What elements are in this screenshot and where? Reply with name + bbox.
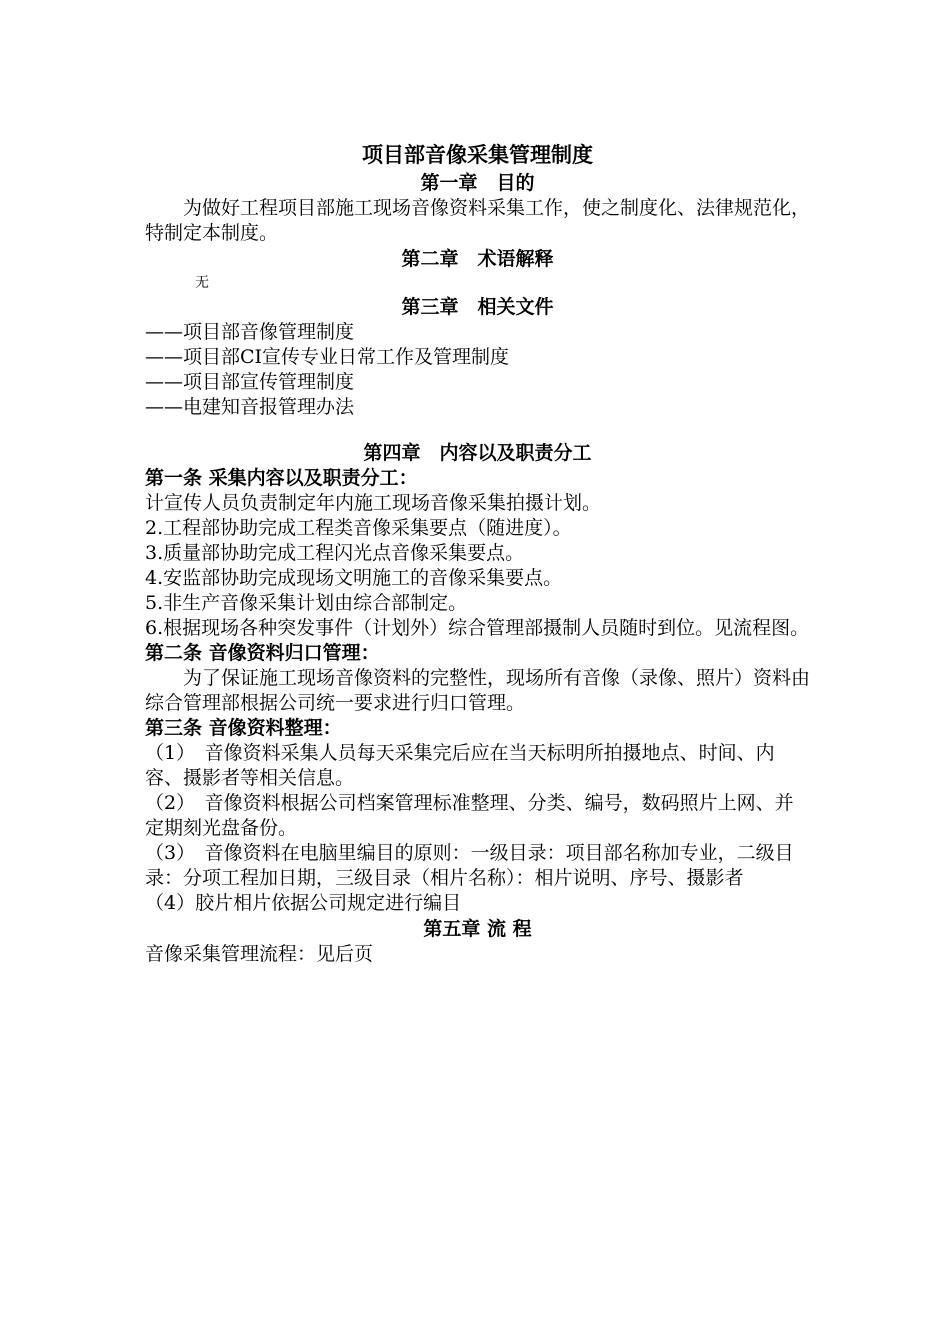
article-2-text: 为了保证施工现场音像资料的完整性，现场所有音像（录像、照片）资料由综合管理部根据公司统一要求进行归口管理。 <box>145 667 811 714</box>
article-1-item: 3.质量部协助完成工程闪光点音像采集要点。 <box>145 542 525 564</box>
related-doc-item: ——项目部音像管理制度 <box>145 321 355 343</box>
article-1-item: 4.安监部协助完成现场文明施工的音像采集要点。 <box>145 567 563 589</box>
article-1-item: 5.非生产音像采集计划由综合部制定。 <box>145 592 468 614</box>
chapter-3-heading: 第三章 相关文件 <box>401 296 554 318</box>
article-2-heading: 第二条 音像资料归口管理： <box>145 642 380 664</box>
article-1-item: 6.根据现场各种突发事件（计划外）综合管理部摄制人员随时到位。见流程图。 <box>145 617 810 639</box>
spacer <box>145 420 810 440</box>
related-doc-item: ——电建知音报管理办法 <box>145 396 355 418</box>
article-3-item: （4）胶片相片依据公司规定进行编目 <box>145 892 462 914</box>
article-3-item: （3） 音像资料在电脑里编目的原则：一级目录：项目部名称加专业，二级目录：分项工程加日期，三级目录（相片名称）：相片说明、序号、摄影者 <box>145 842 794 889</box>
article-1-item: 2.工程部协助完成工程类音像采集要点（随进度）。 <box>145 517 572 539</box>
chapter-5-text: 音像采集管理流程：见后页 <box>145 943 374 965</box>
article-3-item: （2） 音像资料根据公司档案管理标准整理、分类、编号，数码照片上网、并定期刻光盘备份。 <box>145 792 794 839</box>
document-title: 项目部音像采集管理制度 <box>362 143 593 167</box>
related-doc-item: ——项目部CI宣传专业日常工作及管理制度 <box>145 346 510 368</box>
related-doc-item: ——项目部宣传管理制度 <box>145 371 355 393</box>
chapter-5-heading: 第五章 流 程 <box>423 918 532 940</box>
document-page <box>145 140 810 967</box>
article-3-heading: 第三条 音像资料整理： <box>145 717 342 739</box>
chapter-2-text: 无 <box>195 275 209 291</box>
chapter-1-text: 为做好工程项目部施工现场音像资料采集工作，使之制度化、法律规范化，特制定本制度。 <box>145 197 811 244</box>
chapter-2-heading: 第二章 术语解释 <box>401 248 554 270</box>
article-3-item: （1） 音像资料采集人员每天采集完后应在当天标明所拍摄地点、时间、内容、摄影者等相关信息。 <box>145 742 775 789</box>
chapter-1-heading: 第一章 目的 <box>420 172 535 194</box>
article-1-heading: 第一条 采集内容以及职责分工： <box>145 467 418 489</box>
chapter-4-heading: 第四章 内容以及职责分工 <box>363 442 592 464</box>
article-1-item: 计宣传人员负责制定年内施工现场音像采集拍摄计划。 <box>145 492 602 514</box>
